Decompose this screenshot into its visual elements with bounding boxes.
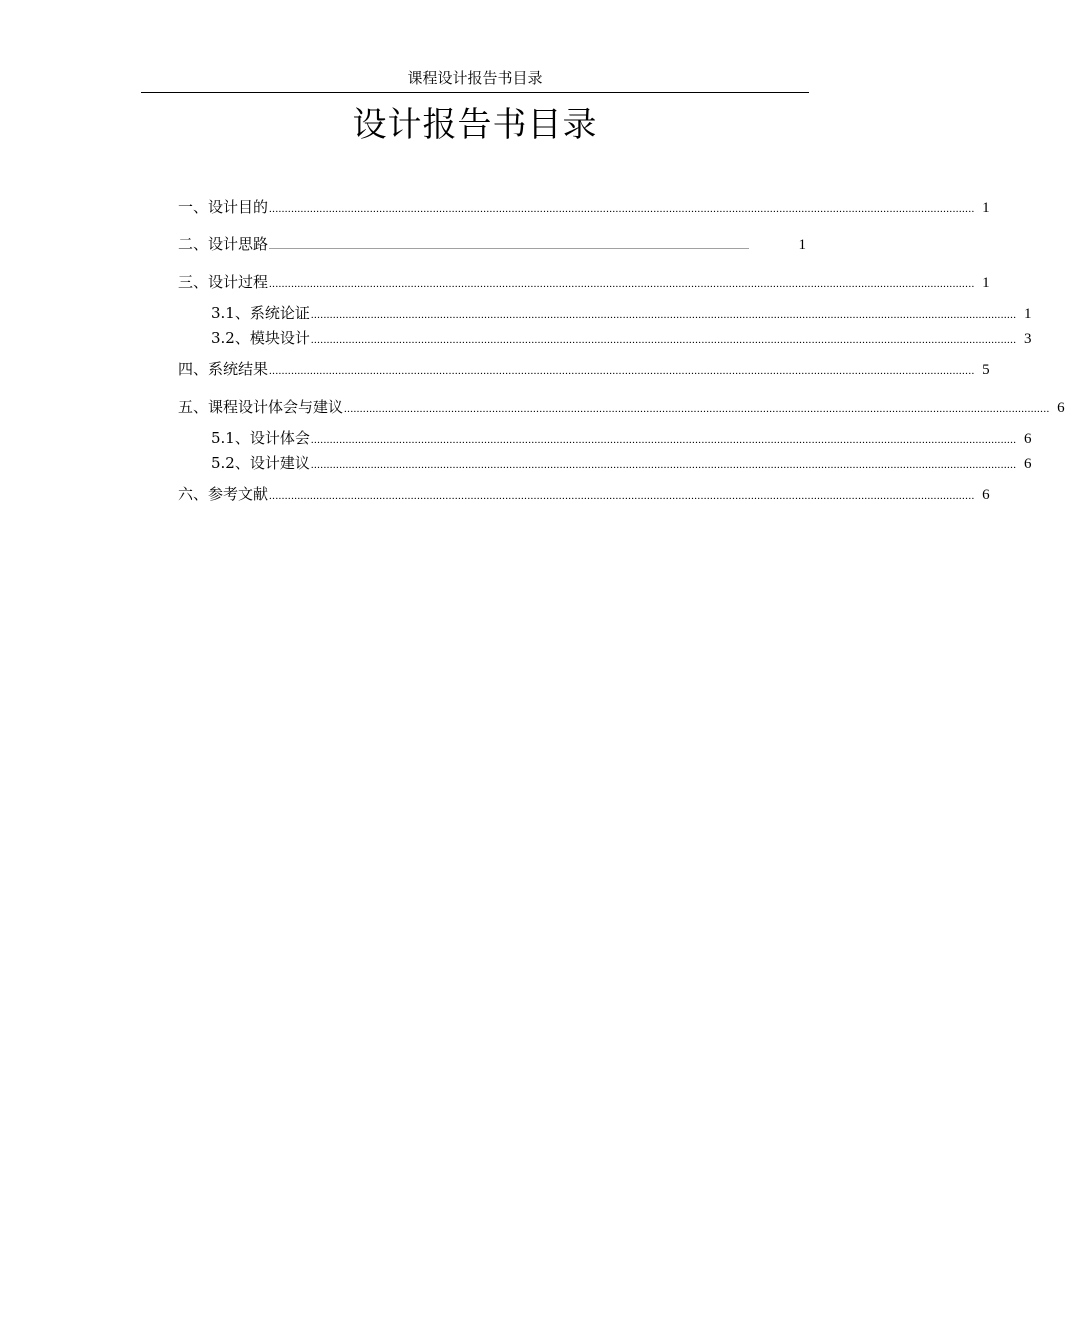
toc-page-number: 5 xyxy=(982,362,990,378)
toc-entry-3-2[interactable] xyxy=(211,327,1032,349)
toc-entry-3[interactable] xyxy=(178,271,990,293)
toc-entry-label: 三、设计过程 xyxy=(178,273,269,291)
toc-page-number: 6 xyxy=(1057,400,1065,416)
toc-leader-dots: ................................................................................................................................................................................................................................ xyxy=(344,403,1050,415)
toc-page-number: 6 xyxy=(1023,456,1032,472)
toc-entry-4[interactable] xyxy=(178,358,990,380)
toc-entry-label: 四、系统结果 xyxy=(178,360,269,378)
toc-entry-label: 3.2、模块设计 xyxy=(211,329,310,347)
toc-entry-6[interactable] xyxy=(178,483,990,505)
toc-entry-2[interactable] xyxy=(178,233,806,255)
toc-entry-label: 六、参考文献 xyxy=(178,485,269,503)
toc-entry-1[interactable] xyxy=(178,196,990,218)
page-header xyxy=(141,66,809,93)
toc-page-number: 1 xyxy=(1023,306,1032,322)
toc-leader-dots: ................................................................................................................................................................................................................................ xyxy=(269,365,975,377)
toc-page-number: 1 xyxy=(982,275,990,291)
toc-entry-label: 一、设计目的 xyxy=(178,198,269,216)
page-title: 设计报告书目录 xyxy=(352,105,598,145)
toc-entry-5-2[interactable] xyxy=(211,452,1032,474)
toc-leader-dots: ................................................................................................................................................................................................................................ xyxy=(310,334,1017,346)
toc-leader-dots: ................................................................................................................................................................................................................................ xyxy=(310,434,1017,446)
toc-page-number: 1 xyxy=(982,200,990,216)
toc-page-number: 6 xyxy=(982,487,990,503)
toc-page-number: 3 xyxy=(1023,331,1032,347)
toc-leader-dots: ................................................................................................................................................................................................................................ xyxy=(269,203,975,215)
toc-leader-dots: ................................................................................................................................................................................................................................ xyxy=(310,309,1017,321)
header-text: 课程设计报告书目录 xyxy=(407,69,543,87)
toc-page-number: 1 xyxy=(798,237,806,253)
toc-entry-3-1[interactable] xyxy=(211,302,1032,324)
toc-entry-5[interactable] xyxy=(178,396,1065,418)
toc-entry-label: 五、课程设计体会与建议 xyxy=(178,398,344,416)
toc-leader-dots: ................................................................................................................................................................................................................................ xyxy=(269,490,975,502)
toc-entry-label: 3.1、系统论证 xyxy=(211,304,310,322)
toc-leader-dots: ................................................................................................................................................................................................................................ xyxy=(269,278,975,290)
toc-entry-label: 5.2、设计建议 xyxy=(211,454,310,472)
toc-leader-dots: ................................................................................................................................................................................................................................ xyxy=(310,459,1017,471)
toc-entry-5-1[interactable] xyxy=(211,427,1032,449)
toc-page-number: 6 xyxy=(1023,431,1032,447)
toc-entry-label: 二、设计思路 xyxy=(178,235,269,253)
toc-leader-dots: ................................................................................................................................................................................................................................................ xyxy=(269,242,750,251)
toc-entry-label: 5.1、设计体会 xyxy=(211,429,310,447)
